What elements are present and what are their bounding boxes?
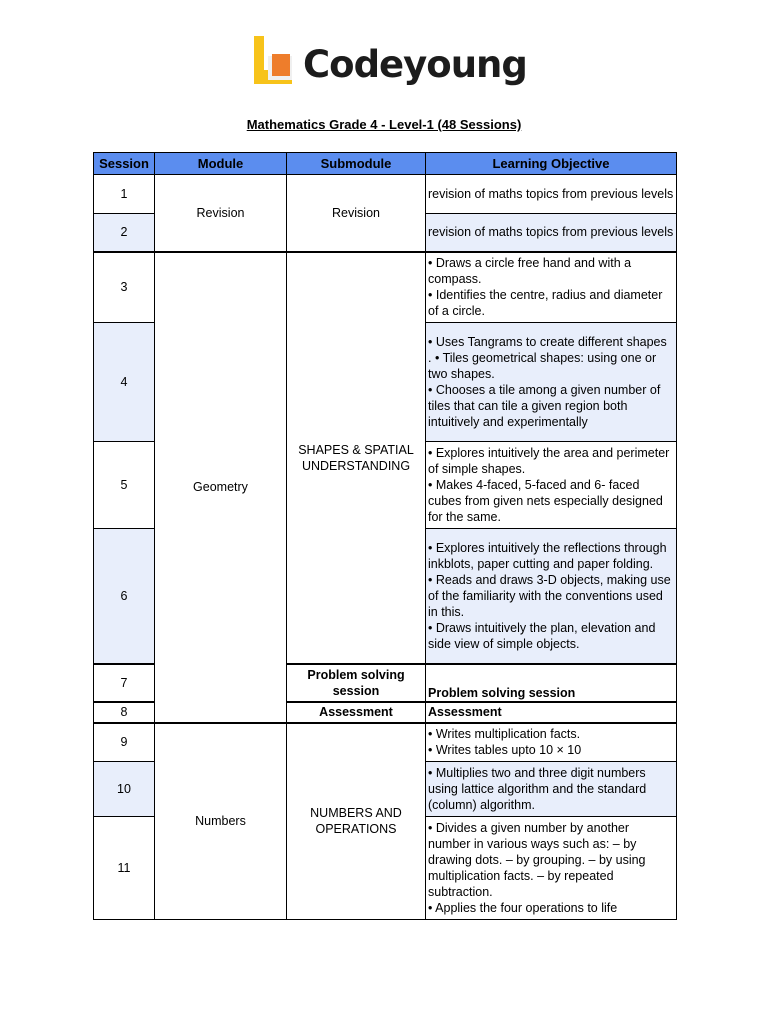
header-submodule: Submodule (287, 153, 426, 175)
learning-objective (426, 702, 677, 723)
session-number: 3 (94, 252, 155, 323)
session-number: 8 (94, 702, 155, 723)
objective-line: • Uses Tangrams to create different shapes (428, 335, 667, 349)
learning-objective (426, 664, 677, 702)
table-row (94, 252, 677, 323)
objective-line: • Writes multiplication facts. (428, 727, 581, 742)
brand-name: Codeyoung (303, 43, 527, 86)
module-cell: Revision (155, 175, 287, 252)
learning-objective (426, 175, 677, 214)
table-row (94, 175, 677, 214)
table-row (94, 723, 677, 762)
session-number: 4 (94, 323, 155, 442)
session-number: 1 (94, 175, 155, 214)
objective-line: Assessment (428, 705, 502, 719)
session-number: 9 (94, 723, 155, 762)
learning-objective (426, 442, 677, 529)
module-cell: Numbers (155, 723, 287, 920)
session-number: 5 (94, 442, 155, 529)
objective-line: • Writes tables upto 10 × 10 (428, 743, 582, 758)
header-learning-objective: Learning Objective (426, 153, 677, 175)
codeyoung-logo (250, 36, 530, 96)
submodule-cell: Revision (287, 175, 426, 252)
header-session: Session (94, 153, 155, 175)
session-number: 10 (94, 762, 155, 817)
curriculum-table (93, 152, 677, 920)
learning-objective (426, 529, 677, 664)
objective-line: • Reads and draws 3-D objects, making use of the familiarity with the conventions used in this. (428, 572, 671, 619)
learning-objective (426, 252, 677, 323)
objective-line: • Explores intuitively the reflections through inkblots, paper cutting and paper folding. (428, 540, 667, 571)
objective-line: • Divides a given number by another number in various ways such as: – by drawing dots. – by grouping. – by using multiplication facts. – by repeated subtraction. (428, 821, 646, 899)
objective-line: • Identifies the centre, radius and diameter of a circle. (428, 288, 663, 319)
session-number: 11 (94, 817, 155, 920)
codeyoung-logo-mark-icon (250, 36, 296, 96)
objective-line: revision of maths topics from previous levels (428, 187, 674, 201)
learning-objective (426, 723, 677, 762)
submodule-cell: NUMBERS AND OPERATIONS (287, 723, 426, 920)
submodule-cell: SHAPES & SPATIAL UNDERSTANDING (287, 252, 426, 664)
learning-objective (426, 817, 677, 920)
objective-line: • Makes 4-faced, 5-faced and 6- faced cubes from given nets especially designed for the same. (428, 478, 663, 524)
learning-objective (426, 214, 677, 252)
submodule-cell: Assessment (287, 702, 426, 723)
submodule-cell: Problem solving session (287, 664, 426, 702)
session-number: 2 (94, 214, 155, 252)
objective-line: Problem solving session (428, 685, 576, 700)
session-number: 6 (94, 529, 155, 664)
objective-line: . • Tiles geometrical shapes: using one or two shapes. (428, 351, 657, 381)
objective-line: • Chooses a tile among a given number of tiles that can tile a given region both intuitively and experimentally (428, 383, 661, 429)
objective-line: • Draws a circle free hand and with a compass. (428, 256, 632, 287)
objective-line: • Multiplies two and three digit numbers using lattice algorithm and the standard (column) algorithm. (428, 766, 647, 812)
objective-line: • Draws intuitively the plan, elevation and side view of simple objects. (428, 620, 656, 651)
learning-objective (426, 323, 677, 442)
document-title: Mathematics Grade 4 - Level-1 (48 Sessions) (246, 117, 522, 132)
objective-line: revision of maths topics from previous levels (428, 225, 674, 240)
session-number: 7 (94, 664, 155, 702)
objective-line: • Explores intuitively the area and perimeter of simple shapes. (428, 446, 670, 476)
module-cell: Geometry (155, 252, 287, 723)
table-header-row (94, 153, 677, 175)
learning-objective (426, 762, 677, 817)
header-module: Module (155, 153, 287, 175)
objective-line: • Applies the four operations to life (428, 901, 618, 915)
